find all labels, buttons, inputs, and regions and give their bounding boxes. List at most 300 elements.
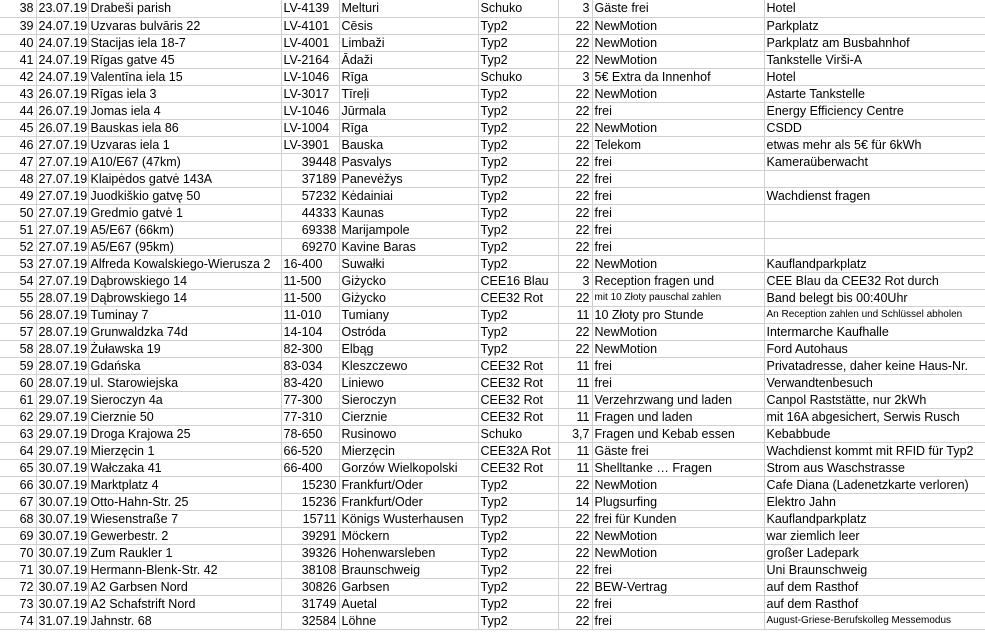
address-cell[interactable]: Drabeši parish [88, 0, 281, 17]
plug-type-cell[interactable]: Typ2 [478, 17, 558, 34]
plug-type-cell[interactable]: Typ2 [478, 238, 558, 255]
note-cell[interactable] [764, 170, 985, 187]
note-cell[interactable]: Canpol Raststätte, nur 2kWh [764, 391, 985, 408]
postal-code-cell[interactable]: 66-520 [281, 442, 339, 459]
power-kw-cell[interactable]: 11 [558, 408, 592, 425]
power-kw-cell[interactable]: 22 [558, 153, 592, 170]
row-number-cell[interactable]: 61 [0, 391, 36, 408]
plug-type-cell[interactable]: Typ2 [478, 187, 558, 204]
power-kw-cell[interactable]: 22 [558, 289, 592, 306]
postal-code-cell[interactable]: LV-4139 [281, 0, 339, 17]
city-cell[interactable]: Marijampole [339, 221, 478, 238]
address-cell[interactable]: Cierznie 50 [88, 408, 281, 425]
power-kw-cell[interactable]: 14 [558, 493, 592, 510]
address-cell[interactable]: Dąbrowskiego 14 [88, 289, 281, 306]
city-cell[interactable]: Suwałki [339, 255, 478, 272]
address-cell[interactable]: Gredmio gatvė 1 [88, 204, 281, 221]
postal-code-cell[interactable]: 39326 [281, 544, 339, 561]
plug-type-cell[interactable]: CEE32 Rot [478, 408, 558, 425]
date-cell[interactable]: 27.07.19 [36, 255, 88, 272]
power-kw-cell[interactable]: 22 [558, 595, 592, 612]
row-number-cell[interactable]: 39 [0, 17, 36, 34]
payment-cell[interactable]: NewMotion [592, 255, 764, 272]
postal-code-cell[interactable]: 16-400 [281, 255, 339, 272]
row-number-cell[interactable]: 69 [0, 527, 36, 544]
row-number-cell[interactable]: 56 [0, 306, 36, 323]
address-cell[interactable]: Gewerbestr. 2 [88, 527, 281, 544]
row-number-cell[interactable]: 44 [0, 102, 36, 119]
postal-code-cell[interactable]: 39448 [281, 153, 339, 170]
address-cell[interactable]: Stacijas iela 18-7 [88, 34, 281, 51]
plug-type-cell[interactable]: CEE32 Rot [478, 459, 558, 476]
postal-code-cell[interactable]: 11-500 [281, 272, 339, 289]
power-kw-cell[interactable]: 22 [558, 102, 592, 119]
city-cell[interactable]: Möckern [339, 527, 478, 544]
city-cell[interactable]: Kavine Baras [339, 238, 478, 255]
payment-cell[interactable]: NewMotion [592, 323, 764, 340]
payment-cell[interactable]: 5€ Extra da Innenhof [592, 68, 764, 85]
row-number-cell[interactable]: 63 [0, 425, 36, 442]
power-kw-cell[interactable]: 22 [558, 476, 592, 493]
address-cell[interactable]: Dąbrowskiego 14 [88, 272, 281, 289]
city-cell[interactable]: Limbaži [339, 34, 478, 51]
note-cell[interactable]: Kameraüberwacht [764, 153, 985, 170]
plug-type-cell[interactable]: Typ2 [478, 323, 558, 340]
payment-cell[interactable]: BEW-Vertrag [592, 578, 764, 595]
date-cell[interactable]: 27.07.19 [36, 187, 88, 204]
plug-type-cell[interactable]: Typ2 [478, 85, 558, 102]
postal-code-cell[interactable]: 57232 [281, 187, 339, 204]
note-cell[interactable]: August-Griese-Berufskolleg Messemodus [764, 612, 985, 629]
payment-cell[interactable]: mit 10 Złoty pauschal zahlen [592, 289, 764, 306]
city-cell[interactable]: Kleszczewo [339, 357, 478, 374]
power-kw-cell[interactable]: 22 [558, 136, 592, 153]
payment-cell[interactable]: NewMotion [592, 119, 764, 136]
address-cell[interactable]: A2 Garbsen Nord [88, 578, 281, 595]
row-number-cell[interactable]: 60 [0, 374, 36, 391]
date-cell[interactable]: 26.07.19 [36, 119, 88, 136]
date-cell[interactable]: 24.07.19 [36, 68, 88, 85]
postal-code-cell[interactable]: LV-1046 [281, 102, 339, 119]
note-cell[interactable]: großer Ladepark [764, 544, 985, 561]
plug-type-cell[interactable]: Typ2 [478, 204, 558, 221]
payment-cell[interactable]: frei [592, 595, 764, 612]
plug-type-cell[interactable]: Typ2 [478, 306, 558, 323]
payment-cell[interactable]: NewMotion [592, 85, 764, 102]
city-cell[interactable]: Braunschweig [339, 561, 478, 578]
city-cell[interactable]: Tīreļi [339, 85, 478, 102]
payment-cell[interactable]: frei [592, 170, 764, 187]
postal-code-cell[interactable]: 39291 [281, 527, 339, 544]
payment-cell[interactable]: Gäste frei [592, 442, 764, 459]
date-cell[interactable]: 30.07.19 [36, 493, 88, 510]
address-cell[interactable]: Juodkiškio gatvę 50 [88, 187, 281, 204]
row-number-cell[interactable]: 67 [0, 493, 36, 510]
payment-cell[interactable]: frei für Kunden [592, 510, 764, 527]
power-kw-cell[interactable]: 3 [558, 68, 592, 85]
address-cell[interactable]: Jomas iela 4 [88, 102, 281, 119]
power-kw-cell[interactable]: 22 [558, 323, 592, 340]
postal-code-cell[interactable]: LV-2164 [281, 51, 339, 68]
plug-type-cell[interactable]: CEE32 Rot [478, 357, 558, 374]
date-cell[interactable]: 24.07.19 [36, 34, 88, 51]
date-cell[interactable]: 24.07.19 [36, 17, 88, 34]
power-kw-cell[interactable]: 22 [558, 34, 592, 51]
power-kw-cell[interactable]: 11 [558, 459, 592, 476]
power-kw-cell[interactable]: 22 [558, 561, 592, 578]
address-cell[interactable]: Uzvaras iela 1 [88, 136, 281, 153]
city-cell[interactable]: Ostróda [339, 323, 478, 340]
plug-type-cell[interactable]: Typ2 [478, 255, 558, 272]
power-kw-cell[interactable]: 22 [558, 51, 592, 68]
postal-code-cell[interactable]: 15230 [281, 476, 339, 493]
date-cell[interactable]: 26.07.19 [36, 85, 88, 102]
plug-type-cell[interactable]: Typ2 [478, 340, 558, 357]
address-cell[interactable]: Sieroczyn 4a [88, 391, 281, 408]
date-cell[interactable]: 29.07.19 [36, 425, 88, 442]
plug-type-cell[interactable]: Typ2 [478, 51, 558, 68]
power-kw-cell[interactable]: 22 [558, 510, 592, 527]
note-cell[interactable] [764, 238, 985, 255]
postal-code-cell[interactable]: LV-3017 [281, 85, 339, 102]
address-cell[interactable]: A2 Schafstrift Nord [88, 595, 281, 612]
note-cell[interactable]: Uni Braunschweig [764, 561, 985, 578]
plug-type-cell[interactable]: CEE32 Rot [478, 374, 558, 391]
date-cell[interactable]: 29.07.19 [36, 391, 88, 408]
city-cell[interactable]: Frankfurt/Oder [339, 493, 478, 510]
city-cell[interactable]: Bauska [339, 136, 478, 153]
city-cell[interactable]: Melturi [339, 0, 478, 17]
postal-code-cell[interactable]: 69270 [281, 238, 339, 255]
note-cell[interactable]: Band belegt bis 00:40Uhr [764, 289, 985, 306]
postal-code-cell[interactable]: 44333 [281, 204, 339, 221]
row-number-cell[interactable]: 70 [0, 544, 36, 561]
payment-cell[interactable]: Shelltanke … Fragen [592, 459, 764, 476]
address-cell[interactable]: Otto-Hahn-Str. 25 [88, 493, 281, 510]
city-cell[interactable]: Auetal [339, 595, 478, 612]
date-cell[interactable]: 27.07.19 [36, 204, 88, 221]
payment-cell[interactable]: 10 Złoty pro Stunde [592, 306, 764, 323]
note-cell[interactable]: auf dem Rasthof [764, 578, 985, 595]
date-cell[interactable]: 30.07.19 [36, 595, 88, 612]
row-number-cell[interactable]: 74 [0, 612, 36, 629]
date-cell[interactable]: 30.07.19 [36, 527, 88, 544]
date-cell[interactable]: 30.07.19 [36, 561, 88, 578]
plug-type-cell[interactable]: Typ2 [478, 119, 558, 136]
power-kw-cell[interactable]: 22 [558, 612, 592, 629]
city-cell[interactable]: Rusinowo [339, 425, 478, 442]
date-cell[interactable]: 30.07.19 [36, 578, 88, 595]
payment-cell[interactable]: Verzehrzwang und laden [592, 391, 764, 408]
payment-cell[interactable]: NewMotion [592, 476, 764, 493]
city-cell[interactable]: Rīga [339, 119, 478, 136]
date-cell[interactable]: 28.07.19 [36, 357, 88, 374]
city-cell[interactable]: Gorzów Wielkopolski [339, 459, 478, 476]
note-cell[interactable]: Parkplatz am Busbahnhof [764, 34, 985, 51]
address-cell[interactable]: Jahnstr. 68 [88, 612, 281, 629]
address-cell[interactable]: Hermann-Blenk-Str. 42 [88, 561, 281, 578]
postal-code-cell[interactable]: 32584 [281, 612, 339, 629]
row-number-cell[interactable]: 49 [0, 187, 36, 204]
postal-code-cell[interactable]: LV-4101 [281, 17, 339, 34]
row-number-cell[interactable]: 55 [0, 289, 36, 306]
city-cell[interactable]: Kaunas [339, 204, 478, 221]
power-kw-cell[interactable]: 22 [558, 187, 592, 204]
postal-code-cell[interactable]: 78-650 [281, 425, 339, 442]
postal-code-cell[interactable]: 83-034 [281, 357, 339, 374]
payment-cell[interactable]: frei [592, 204, 764, 221]
row-number-cell[interactable]: 72 [0, 578, 36, 595]
city-cell[interactable]: Ādaži [339, 51, 478, 68]
postal-code-cell[interactable]: LV-4001 [281, 34, 339, 51]
city-cell[interactable]: Giżycko [339, 272, 478, 289]
power-kw-cell[interactable]: 22 [558, 340, 592, 357]
address-cell[interactable]: Gdańska [88, 357, 281, 374]
address-cell[interactable]: Bauskas iela 86 [88, 119, 281, 136]
payment-cell[interactable]: NewMotion [592, 51, 764, 68]
plug-type-cell[interactable]: Typ2 [478, 170, 558, 187]
date-cell[interactable]: 30.07.19 [36, 544, 88, 561]
date-cell[interactable]: 26.07.19 [36, 102, 88, 119]
postal-code-cell[interactable]: 15711 [281, 510, 339, 527]
postal-code-cell[interactable]: 38108 [281, 561, 339, 578]
payment-cell[interactable]: frei [592, 612, 764, 629]
row-number-cell[interactable]: 45 [0, 119, 36, 136]
city-cell[interactable]: Cēsis [339, 17, 478, 34]
note-cell[interactable] [764, 204, 985, 221]
city-cell[interactable]: Sieroczyn [339, 391, 478, 408]
address-cell[interactable]: Alfreda Kowalskiego-Wierusza 2 [88, 255, 281, 272]
payment-cell[interactable]: NewMotion [592, 34, 764, 51]
payment-cell[interactable]: NewMotion [592, 340, 764, 357]
note-cell[interactable]: Tankstelle Virši-A [764, 51, 985, 68]
date-cell[interactable]: 30.07.19 [36, 476, 88, 493]
postal-code-cell[interactable]: LV-1046 [281, 68, 339, 85]
plug-type-cell[interactable]: Typ2 [478, 34, 558, 51]
power-kw-cell[interactable]: 22 [558, 221, 592, 238]
row-number-cell[interactable]: 51 [0, 221, 36, 238]
payment-cell[interactable]: frei [592, 357, 764, 374]
payment-cell[interactable]: frei [592, 561, 764, 578]
row-number-cell[interactable]: 48 [0, 170, 36, 187]
date-cell[interactable]: 27.07.19 [36, 136, 88, 153]
plug-type-cell[interactable]: CEE32 Rot [478, 391, 558, 408]
payment-cell[interactable]: Gäste frei [592, 0, 764, 17]
address-cell[interactable]: Droga Krajowa 25 [88, 425, 281, 442]
note-cell[interactable]: Verwandtenbesuch [764, 374, 985, 391]
power-kw-cell[interactable]: 11 [558, 442, 592, 459]
note-cell[interactable]: Wachdienst fragen [764, 187, 985, 204]
address-cell[interactable]: Wałczaka 41 [88, 459, 281, 476]
address-cell[interactable]: Zum Raukler 1 [88, 544, 281, 561]
plug-type-cell[interactable]: Typ2 [478, 544, 558, 561]
date-cell[interactable]: 24.07.19 [36, 51, 88, 68]
plug-type-cell[interactable]: Typ2 [478, 136, 558, 153]
row-number-cell[interactable]: 42 [0, 68, 36, 85]
postal-code-cell[interactable]: 15236 [281, 493, 339, 510]
address-cell[interactable]: Marktplatz 4 [88, 476, 281, 493]
postal-code-cell[interactable]: 14-104 [281, 323, 339, 340]
address-cell[interactable]: Grunwaldzka 74d [88, 323, 281, 340]
note-cell[interactable]: Kauflandparkplatz [764, 510, 985, 527]
address-cell[interactable]: A5/E67 (95km) [88, 238, 281, 255]
row-number-cell[interactable]: 53 [0, 255, 36, 272]
date-cell[interactable]: 23.07.19 [36, 0, 88, 17]
address-cell[interactable]: Valentīna iela 15 [88, 68, 281, 85]
note-cell[interactable]: auf dem Rasthof [764, 595, 985, 612]
plug-type-cell[interactable]: Typ2 [478, 493, 558, 510]
plug-type-cell[interactable]: Typ2 [478, 561, 558, 578]
plug-type-cell[interactable]: Typ2 [478, 595, 558, 612]
note-cell[interactable]: mit 16A abgesichert, Serwis Rusch [764, 408, 985, 425]
address-cell[interactable]: Rīgas gatve 45 [88, 51, 281, 68]
date-cell[interactable]: 27.07.19 [36, 238, 88, 255]
city-cell[interactable]: Frankfurt/Oder [339, 476, 478, 493]
address-cell[interactable]: Wiesenstraße 7 [88, 510, 281, 527]
plug-type-cell[interactable]: Typ2 [478, 476, 558, 493]
note-cell[interactable]: An Reception zahlen und Schlüssel abholen [764, 306, 985, 323]
note-cell[interactable]: war ziemlich leer [764, 527, 985, 544]
payment-cell[interactable]: frei [592, 374, 764, 391]
row-number-cell[interactable]: 50 [0, 204, 36, 221]
plug-type-cell[interactable]: Typ2 [478, 527, 558, 544]
address-cell[interactable]: Żuławska 19 [88, 340, 281, 357]
city-cell[interactable]: Rīga [339, 68, 478, 85]
postal-code-cell[interactable]: 82-300 [281, 340, 339, 357]
plug-type-cell[interactable]: Schuko [478, 68, 558, 85]
plug-type-cell[interactable]: Typ2 [478, 102, 558, 119]
row-number-cell[interactable]: 66 [0, 476, 36, 493]
date-cell[interactable]: 28.07.19 [36, 323, 88, 340]
row-number-cell[interactable]: 46 [0, 136, 36, 153]
city-cell[interactable]: Panevėžys [339, 170, 478, 187]
address-cell[interactable]: ul. Starowiejska [88, 374, 281, 391]
address-cell[interactable]: Mierzęcin 1 [88, 442, 281, 459]
payment-cell[interactable]: NewMotion [592, 527, 764, 544]
payment-cell[interactable]: Fragen und laden [592, 408, 764, 425]
plug-type-cell[interactable]: Typ2 [478, 221, 558, 238]
note-cell[interactable]: Energy Efficiency Centre [764, 102, 985, 119]
power-kw-cell[interactable]: 11 [558, 391, 592, 408]
plug-type-cell[interactable]: Typ2 [478, 612, 558, 629]
power-kw-cell[interactable]: 22 [558, 238, 592, 255]
power-kw-cell[interactable]: 11 [558, 374, 592, 391]
plug-type-cell[interactable]: CEE32 Rot [478, 289, 558, 306]
city-cell[interactable]: Pasvalys [339, 153, 478, 170]
note-cell[interactable]: Strom aus Waschstrasse [764, 459, 985, 476]
plug-type-cell[interactable]: CEE32A Rot [478, 442, 558, 459]
power-kw-cell[interactable]: 22 [558, 119, 592, 136]
plug-type-cell[interactable]: CEE16 Blau [478, 272, 558, 289]
plug-type-cell[interactable]: Typ2 [478, 578, 558, 595]
note-cell[interactable]: Elektro Jahn [764, 493, 985, 510]
city-cell[interactable]: Tumiany [339, 306, 478, 323]
row-number-cell[interactable]: 71 [0, 561, 36, 578]
note-cell[interactable]: Astarte Tankstelle [764, 85, 985, 102]
power-kw-cell[interactable]: 22 [558, 255, 592, 272]
note-cell[interactable]: Intermarche Kaufhalle [764, 323, 985, 340]
row-number-cell[interactable]: 43 [0, 85, 36, 102]
note-cell[interactable]: Cafe Diana (Ladenetzkarte verloren) [764, 476, 985, 493]
row-number-cell[interactable]: 73 [0, 595, 36, 612]
power-kw-cell[interactable]: 22 [558, 544, 592, 561]
postal-code-cell[interactable]: 31749 [281, 595, 339, 612]
city-cell[interactable]: Löhne [339, 612, 478, 629]
date-cell[interactable]: 28.07.19 [36, 289, 88, 306]
plug-type-cell[interactable]: Schuko [478, 0, 558, 17]
note-cell[interactable]: Wachdienst kommt mit RFID für Typ2 [764, 442, 985, 459]
power-kw-cell[interactable]: 22 [558, 17, 592, 34]
row-number-cell[interactable]: 54 [0, 272, 36, 289]
postal-code-cell[interactable]: 37189 [281, 170, 339, 187]
note-cell[interactable]: Hotel [764, 0, 985, 17]
date-cell[interactable]: 27.07.19 [36, 272, 88, 289]
power-kw-cell[interactable]: 22 [558, 204, 592, 221]
postal-code-cell[interactable]: 69338 [281, 221, 339, 238]
date-cell[interactable]: 31.07.19 [36, 612, 88, 629]
date-cell[interactable]: 29.07.19 [36, 442, 88, 459]
city-cell[interactable]: Elbąg [339, 340, 478, 357]
postal-code-cell[interactable]: 30826 [281, 578, 339, 595]
power-kw-cell[interactable]: 22 [558, 578, 592, 595]
row-number-cell[interactable]: 41 [0, 51, 36, 68]
payment-cell[interactable]: Fragen und Kebab essen [592, 425, 764, 442]
address-cell[interactable]: Rīgas iela 3 [88, 85, 281, 102]
power-kw-cell[interactable]: 11 [558, 306, 592, 323]
row-number-cell[interactable]: 52 [0, 238, 36, 255]
date-cell[interactable]: 28.07.19 [36, 340, 88, 357]
postal-code-cell[interactable]: LV-3901 [281, 136, 339, 153]
note-cell[interactable]: Parkplatz [764, 17, 985, 34]
row-number-cell[interactable]: 58 [0, 340, 36, 357]
address-cell[interactable]: Tuminay 7 [88, 306, 281, 323]
row-number-cell[interactable]: 57 [0, 323, 36, 340]
note-cell[interactable]: CEE Blau da CEE32 Rot durch [764, 272, 985, 289]
payment-cell[interactable]: Plugsurfing [592, 493, 764, 510]
payment-cell[interactable]: NewMotion [592, 544, 764, 561]
postal-code-cell[interactable]: 66-400 [281, 459, 339, 476]
note-cell[interactable]: CSDD [764, 119, 985, 136]
postal-code-cell[interactable]: LV-1004 [281, 119, 339, 136]
plug-type-cell[interactable]: Typ2 [478, 153, 558, 170]
power-kw-cell[interactable]: 11 [558, 357, 592, 374]
note-cell[interactable]: Kauflandparkplatz [764, 255, 985, 272]
city-cell[interactable]: Hohenwarsleben [339, 544, 478, 561]
address-cell[interactable]: A10/E67 (47km) [88, 153, 281, 170]
city-cell[interactable]: Königs Wusterhausen [339, 510, 478, 527]
city-cell[interactable]: Jūrmala [339, 102, 478, 119]
power-kw-cell[interactable]: 3,7 [558, 425, 592, 442]
city-cell[interactable]: Garbsen [339, 578, 478, 595]
city-cell[interactable]: Kėdainiai [339, 187, 478, 204]
postal-code-cell[interactable]: 77-300 [281, 391, 339, 408]
plug-type-cell[interactable]: Typ2 [478, 510, 558, 527]
payment-cell[interactable]: frei [592, 221, 764, 238]
date-cell[interactable]: 28.07.19 [36, 374, 88, 391]
city-cell[interactable]: Cierznie [339, 408, 478, 425]
address-cell[interactable]: Klaipėdos gatvė 143A [88, 170, 281, 187]
date-cell[interactable]: 27.07.19 [36, 221, 88, 238]
payment-cell[interactable]: frei [592, 187, 764, 204]
row-number-cell[interactable]: 40 [0, 34, 36, 51]
postal-code-cell[interactable]: 77-310 [281, 408, 339, 425]
date-cell[interactable]: 30.07.19 [36, 459, 88, 476]
note-cell[interactable]: etwas mehr als 5€ für 6kWh [764, 136, 985, 153]
payment-cell[interactable]: NewMotion [592, 17, 764, 34]
row-number-cell[interactable]: 47 [0, 153, 36, 170]
power-kw-cell[interactable]: 3 [558, 0, 592, 17]
city-cell[interactable]: Mierzęcin [339, 442, 478, 459]
